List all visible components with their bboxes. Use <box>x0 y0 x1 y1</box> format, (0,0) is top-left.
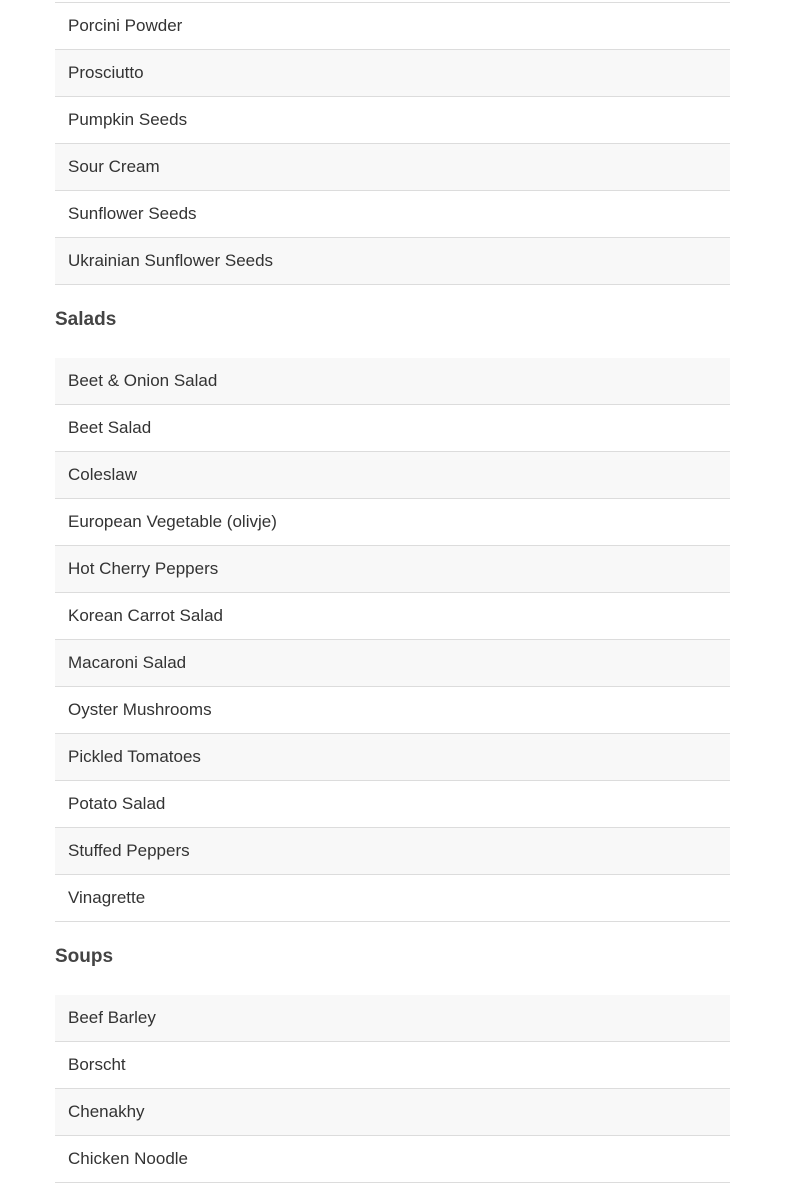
list-item[interactable]: Chenakhy <box>55 1089 730 1136</box>
list-item[interactable]: Potato Salad <box>55 781 730 828</box>
list-item[interactable]: Vinagrette <box>55 875 730 922</box>
list-item[interactable]: Beef Barley <box>55 995 730 1042</box>
list-item[interactable]: Beet Salad <box>55 405 730 452</box>
list-item[interactable]: Porcini Powder <box>55 3 730 50</box>
list-item[interactable]: Beet & Onion Salad <box>55 358 730 405</box>
section-title-salads: Salads <box>55 309 117 330</box>
list-item[interactable]: European Vegetable (olivje) <box>55 499 730 546</box>
list-item[interactable]: Sour Cream <box>55 144 730 191</box>
list-item[interactable]: Macaroni Salad <box>55 640 730 687</box>
list-item[interactable]: Hot Cherry Peppers <box>55 546 730 593</box>
list-item[interactable]: Korean Carrot Salad <box>55 593 730 640</box>
condiments-list <box>55 2 730 285</box>
menu-content <box>55 2 730 1183</box>
list-item[interactable]: Prosciutto <box>55 50 730 97</box>
list-item[interactable]: Pickled Tomatoes <box>55 734 730 781</box>
section-title-soups: Soups <box>55 946 114 967</box>
salads-list <box>55 358 730 922</box>
list-item[interactable]: Coleslaw <box>55 452 730 499</box>
list-item[interactable]: Oyster Mushrooms <box>55 687 730 734</box>
list-item[interactable]: Ukrainian Sunflower Seeds <box>55 238 730 285</box>
list-item[interactable]: Borscht <box>55 1042 730 1089</box>
soups-list <box>55 995 730 1183</box>
list-item[interactable]: Sunflower Seeds <box>55 191 730 238</box>
list-item[interactable]: Stuffed Peppers <box>55 828 730 875</box>
list-item[interactable]: Pumpkin Seeds <box>55 97 730 144</box>
list-item[interactable]: Chicken Noodle <box>55 1136 730 1183</box>
